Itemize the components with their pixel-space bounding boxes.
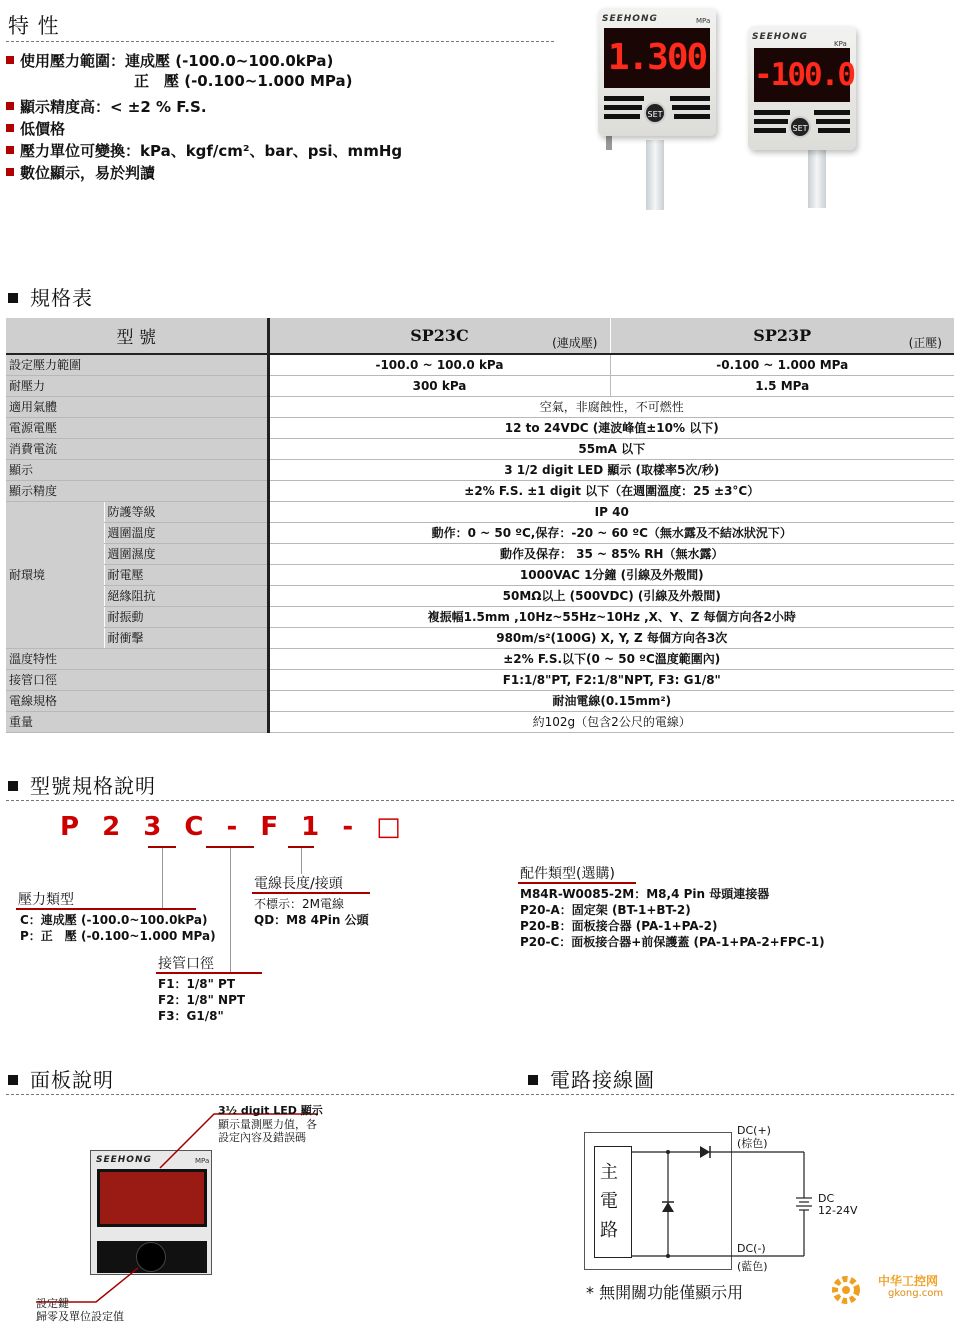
unit-label: KPa: [834, 40, 847, 48]
accessory-line: P20-B：面板接合器 (PA-1+PA-2): [520, 919, 718, 933]
row-value: ±2% F.S. ±1 digit 以下（在週圍溫度：25 ±3°C）: [268, 480, 954, 501]
led-display: 1.300: [604, 28, 710, 88]
table-row: [6, 690, 954, 711]
table-row: [6, 606, 954, 627]
dc-plus-label: (棕色): [737, 1137, 768, 1150]
table-row: [6, 417, 954, 438]
circuit-note: * 無開關功能僅顯示用: [586, 1283, 744, 1302]
table-row: [6, 375, 954, 396]
main-circuit-label: 主: [600, 1162, 618, 1183]
pressure-sensor: [748, 26, 856, 150]
col-sp23p: [610, 318, 954, 354]
display-callout: 3½ digit LED 顯示: [218, 1104, 323, 1117]
divider: [6, 800, 954, 801]
row-label: 重量: [6, 711, 268, 732]
row-label: 耐衝擊: [104, 627, 268, 648]
port-line: F3：G1/8": [158, 1009, 224, 1023]
row-label: 耐電壓: [104, 564, 268, 585]
brand-logo: SEEHONG: [96, 1155, 152, 1165]
cable-line: QD：M8 4Pin 公頭: [254, 913, 369, 927]
set-button: SET: [644, 102, 666, 124]
row-label: 防護等級: [104, 501, 268, 522]
row-value: 1.5 MPa: [610, 375, 954, 396]
row-value: -0.100 ~ 1.000 MPa: [610, 354, 954, 375]
pressure-type-line: C：連成壓 (-100.0~100.0kPa): [20, 913, 208, 927]
feature-item: 顯示精度高：< ±2 % F.S.: [6, 96, 207, 117]
pressure-type-title: 壓力類型: [18, 892, 74, 908]
watermark-logo: [826, 1270, 956, 1316]
main-circuit-label: 電: [600, 1191, 618, 1212]
port-line: F1：1/8" PT: [158, 977, 236, 991]
feature-item: 低價格: [6, 118, 65, 139]
model-note: (連成壓): [552, 336, 598, 350]
col-sp23c: [268, 318, 610, 354]
stripe: [670, 96, 710, 101]
divider: [6, 41, 554, 42]
dc-minus-label: (藍色): [737, 1260, 768, 1273]
stripe: [604, 105, 642, 110]
table-row: [6, 480, 954, 501]
row-value: 980m/s²(100G) X, Y, Z 每個方向各3次: [268, 627, 954, 648]
row-label: 設定壓力範圍: [6, 354, 268, 375]
row-value: -100.0 ~ 100.0 kPa: [268, 354, 610, 375]
table-row: [6, 396, 954, 417]
row-value: 動作：0 ~ 50 ºC,保存：-20 ~ 60 ºC（無水露及不結冰狀況下）: [268, 522, 954, 543]
port-title: 接管口徑: [158, 956, 214, 972]
feature-item: 數位顯示，易於判讀: [6, 162, 155, 183]
square-bullet-icon: [528, 1075, 538, 1085]
row-label: 顯示精度: [6, 480, 268, 501]
row-value: 空氣，非腐蝕性，不可燃性: [268, 396, 954, 417]
square-bullet-icon: [8, 781, 18, 791]
title-underline: [252, 892, 370, 894]
bullet-icon: [6, 102, 14, 110]
stripe: [674, 114, 710, 119]
square-bullet-icon: [8, 1075, 18, 1085]
tube: [646, 140, 664, 210]
table-row: [6, 711, 954, 732]
row-value: IP 40: [268, 501, 954, 522]
row-label: 電線規格: [6, 690, 268, 711]
table-row: [6, 564, 954, 585]
dc-minus-label: DC(-): [737, 1242, 766, 1255]
row-label: 週圍濕度: [104, 543, 268, 564]
model-note: (正壓): [908, 336, 942, 350]
title-underline: [518, 882, 636, 884]
cable-title: 電線長度/接頭: [254, 876, 343, 892]
row-value: 55mA 以下: [268, 438, 954, 459]
stripe: [604, 96, 644, 101]
table-row: [6, 543, 954, 564]
row-value: 1000VAC 1分鐘 (引線及外殼間): [268, 564, 954, 585]
key-callout: 歸零及單位設定值: [36, 1310, 124, 1323]
row-label: 電源電壓: [6, 417, 268, 438]
feature-item: 使用壓力範圍：連成壓 (-100.0~100.0kPa): [6, 50, 333, 71]
table-row: [6, 648, 954, 669]
model-label: 型 號: [6, 318, 268, 354]
main-circuit-label: 路: [600, 1220, 618, 1241]
cable-line: 不標示：2M電線: [254, 897, 344, 911]
table-row: [6, 501, 954, 522]
spec-title: 規格表: [8, 282, 93, 311]
accessory-title: 配件類型(選購): [520, 866, 615, 882]
watermark-name: 中华工控网: [878, 1274, 939, 1288]
key-callout: 設定鍵: [36, 1297, 69, 1310]
row-value: F1:1/8"PT, F2:1/8"NPT, F3: G1/8": [268, 669, 954, 690]
option-box: □: [376, 812, 408, 842]
display-callout: 設定內容及錯誤碼: [218, 1131, 306, 1144]
bullet-icon: [6, 168, 14, 176]
divider: [6, 1094, 954, 1095]
row-label: 溫度特性: [6, 648, 268, 669]
unit-label: MPa: [195, 1157, 210, 1165]
pressure-sensor: [598, 8, 716, 136]
feature-item: 壓力單位可變換：kPa、kgf/cm²、bar、psi、mmHg: [6, 140, 402, 161]
row-label: 耐振動: [104, 606, 268, 627]
display-callout: 顯示量測壓力值，各: [218, 1118, 317, 1131]
row-value: 50MΩ以上 (500VDC) (引線及外殼間): [268, 585, 954, 606]
bullet-icon: [6, 56, 14, 64]
accessory-line: M84R-W0085-2M：M8,4 Pin 母頭連接器: [520, 887, 770, 901]
port-line: F2：1/8" NPT: [158, 993, 246, 1007]
row-value: 12 to 24VDC (連波峰值±10% 以下): [268, 417, 954, 438]
stripe: [754, 110, 790, 115]
env-group-label: 耐環境: [6, 501, 104, 648]
stripe: [818, 128, 850, 133]
connector-line: [230, 848, 231, 972]
row-label: 接管口徑: [6, 669, 268, 690]
row-label: 耐壓力: [6, 375, 268, 396]
table-header-row: [6, 318, 954, 354]
table-row: [6, 522, 954, 543]
supply-label: DC: [818, 1192, 835, 1205]
model-name: SP23C: [410, 326, 469, 345]
stripe: [754, 128, 786, 133]
gear-icon: [826, 1270, 872, 1316]
panel-title: 面板說明: [8, 1064, 114, 1093]
brand-logo: SEEHONG: [752, 32, 808, 42]
stripe: [814, 110, 850, 115]
row-value: ±2% F.S.以下(0 ~ 50 ºC溫度範圍內): [268, 648, 954, 669]
supply-label: 12-24V: [818, 1204, 858, 1217]
row-value: 耐油電線(0.15mm²): [268, 690, 954, 711]
square-bullet-icon: [8, 293, 18, 303]
row-label: 適用氣體: [6, 396, 268, 417]
table-row: [6, 585, 954, 606]
connector-line: [162, 848, 163, 908]
row-label: 絕緣阻抗: [104, 585, 268, 606]
led-display: -100.0: [754, 48, 850, 102]
row-label: 週圍溫度: [104, 522, 268, 543]
set-button: SET: [789, 116, 811, 138]
dc-plus-label: DC(+): [737, 1124, 771, 1137]
table-row: [6, 669, 954, 690]
feature-item: 正 壓 (-0.100~1.000 MPa): [134, 72, 353, 90]
unit-label: MPa: [696, 17, 711, 25]
pressure-type-line: P：正 壓 (-0.100~1.000 MPa): [20, 929, 216, 943]
accessory-line: P20-A：固定架 (BT-1+BT-2): [520, 903, 691, 917]
stripe: [754, 119, 788, 124]
row-value: 動作及保存： 35 ~ 85% RH（無水露）: [268, 543, 954, 564]
table-row: [6, 627, 954, 648]
spec-table: [6, 318, 954, 733]
watermark-url: gkong.com: [888, 1288, 944, 1299]
stripe: [604, 114, 640, 119]
model-spec-title: 型號規格說明: [8, 770, 156, 799]
row-value: 複振幅1.5mm ,10Hz~55Hz~10Hz ,X、Y、Z 每個方向各2小時: [268, 606, 954, 627]
title-underline: [16, 908, 196, 910]
model-name: SP23P: [753, 326, 812, 345]
tube: [808, 148, 826, 208]
stripe: [816, 119, 850, 124]
model-code: P 2 3 C - F 1 - □: [60, 812, 408, 842]
row-value: 約102g（包含2公尺的電線）: [268, 711, 954, 732]
row-label: 消費電流: [6, 438, 268, 459]
bullet-icon: [6, 124, 14, 132]
brand-logo: SEEHONG: [602, 14, 658, 24]
connector-line: [301, 848, 302, 874]
stripe: [672, 105, 710, 110]
row-label: 顯示: [6, 459, 268, 480]
table-row: [6, 438, 954, 459]
bullet-icon: [6, 146, 14, 154]
circuit-title: 電路接線圖: [528, 1064, 655, 1093]
features-title: 特 性: [8, 14, 60, 38]
title-underline: [156, 972, 262, 974]
table-row: [6, 459, 954, 480]
row-value: 3 1/2 digit LED 顯示 (取樣率5次/秒): [268, 459, 954, 480]
accessory-line: P20-C：面板接合器+前保護蓋 (PA-1+PA-2+FPC-1): [520, 935, 825, 949]
row-value: 300 kPa: [268, 375, 610, 396]
table-row: [6, 354, 954, 375]
